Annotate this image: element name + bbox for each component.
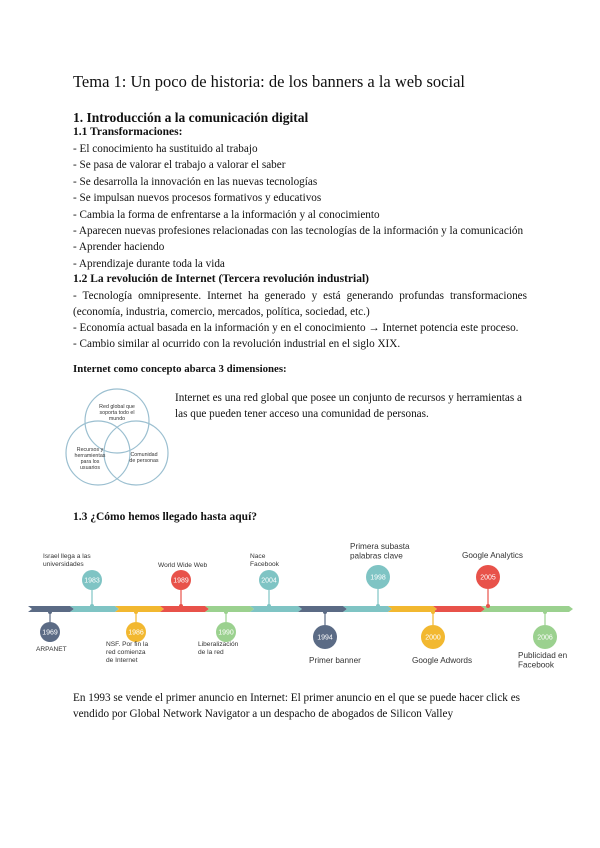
revolucion-item: - Economía actual basada en la información y en el conocimiento → Internet potencia este proceso. (73, 322, 519, 334)
timeline-bar-segment (298, 606, 347, 612)
timeline-label: Israel llega a las (43, 553, 91, 560)
venn-label-top: mundo (108, 416, 126, 422)
list-item: - El conocimiento ha sustituido al trabajo (73, 143, 258, 155)
timeline-dot (224, 610, 228, 614)
timeline-label: universidades (43, 561, 84, 569)
timeline (28, 540, 573, 675)
closing-paragraph: En 1993 se vende el primer anuncio en Internet: El primer anuncio en el que se puede hacer click es vendido por Global Network Navigator a un despacho de abogados de Silicon Valley (73, 692, 521, 720)
subsection-heading-como-hemos-llegado: 1.3 ¿Cómo hemos llegado hasta aquí? (73, 511, 258, 523)
timeline-year: 1983 (84, 577, 100, 585)
timeline-bar-segment (160, 606, 209, 612)
venn-label-left: Recursos y (76, 447, 104, 453)
timeline-year: 1990 (218, 629, 234, 637)
venn-label-right: de personas (129, 458, 159, 464)
timeline-label: Google Analytics (462, 551, 523, 560)
timeline-dot (179, 604, 183, 608)
timeline-label: ARPANET (36, 646, 67, 653)
timeline-bar-segment (205, 606, 254, 612)
timeline-bar-segment (433, 606, 485, 612)
timeline-label: Liberalización (198, 641, 239, 648)
timeline-year: 1969 (42, 629, 58, 637)
venn-diagram (60, 383, 172, 495)
venn-label-left: para los (80, 459, 100, 465)
list-item: - Se impulsan nuevos procesos formativos y educativos (73, 192, 322, 205)
timeline-bar (28, 606, 573, 612)
timeline-dot (134, 610, 138, 614)
timeline-dot (323, 610, 327, 614)
timeline-bar-segment (343, 606, 392, 612)
timeline-year: 1998 (370, 574, 386, 582)
list-item: - Aparecen nuevas profesiones relacionadas con las tecnologías de la información y la comunicación (73, 225, 524, 238)
timeline-dot (48, 610, 52, 614)
list-item: - Se pasa de valorar el trabajo a valorar el saber (73, 159, 286, 172)
page-title: Tema 1: Un poco de historia: de los banners a la web social (73, 72, 465, 91)
timeline-dot (486, 604, 490, 608)
timeline-year: 1986 (128, 629, 144, 637)
list-item: - Cambia la forma de enfrentarse a la información y al conocimiento (73, 208, 380, 221)
timeline-label: World Wide Web (158, 562, 208, 569)
timeline-dot (431, 610, 435, 614)
timeline-dot (267, 604, 271, 608)
timeline-label: de la red (198, 649, 224, 657)
subsection-heading-transformaciones: 1.1 Transformaciones: (73, 126, 183, 138)
timeline-year: 2005 (480, 574, 496, 582)
timeline-year: 1989 (173, 577, 189, 585)
timeline-label: Primer banner (309, 656, 361, 665)
timeline-label: Primera subasta (350, 542, 410, 551)
timeline-events (36, 542, 568, 670)
subsection-heading-revolucion: 1.2 La revolución de Internet (Tercera revolución industrial) (73, 273, 370, 285)
timeline-label: Google Adwords (412, 656, 473, 665)
timeline-label: Facebook (518, 660, 554, 670)
venn-label-right: Comunidad (130, 452, 158, 458)
transformaciones-list (73, 141, 523, 272)
dimensions-heading: Internet como concepto abarca 3 dimensiones: (73, 363, 287, 375)
timeline-label: Nace (250, 553, 266, 560)
timeline-dot (90, 604, 94, 608)
timeline-bar-segment (388, 606, 437, 612)
venn-label-top: soporta todo el (99, 410, 135, 416)
timeline-year: 2000 (425, 634, 441, 642)
timeline-year: 2006 (537, 634, 553, 642)
revolucion-item: - Cambio similar al ocurrido con la revolución industrial en el siglo XIX. (73, 338, 401, 350)
timeline-label: de Internet (106, 657, 138, 665)
timeline-label: NSF. Por fin la (106, 641, 149, 648)
timeline-label: palabras clave (350, 551, 403, 561)
revolucion-paragraph: - Tecnología omnipresente. Internet ha generado y está generando profundas transformaciones (economía, industria, comercio, mercados, política, sociedad, etc.) (73, 290, 527, 319)
list-item: - Se desarrolla la innovación en las nuevas tecnologías (73, 175, 318, 188)
timeline-year: 2004 (261, 577, 277, 585)
venn-label-left: usuarios (79, 465, 101, 471)
list-item: - Aprender haciendo (73, 241, 165, 254)
venn-label-top: Red global que (99, 404, 135, 410)
section-heading-intro: 1. Introducción a la comunicación digital (73, 110, 309, 125)
venn-label-left: herramientas (74, 453, 106, 459)
timeline-label: Facebook (250, 561, 279, 569)
timeline-label: Publicidad en (518, 651, 568, 660)
timeline-label: red comienza (106, 649, 146, 657)
timeline-bar-segment (115, 606, 164, 612)
timeline-dot (543, 610, 547, 614)
timeline-dot (376, 604, 380, 608)
list-item: - Aprendizaje durante toda la vida (73, 257, 225, 270)
timeline-bar-segment (70, 606, 119, 612)
timeline-bar-segment (250, 606, 302, 612)
timeline-year: 1994 (317, 634, 333, 642)
timeline-bar-segment (481, 606, 573, 612)
dimensions-description: Internet es una red global que posee un conjunto de recursos y herramientas a las que pueden tener acceso una comunidad de personas. (175, 392, 522, 420)
